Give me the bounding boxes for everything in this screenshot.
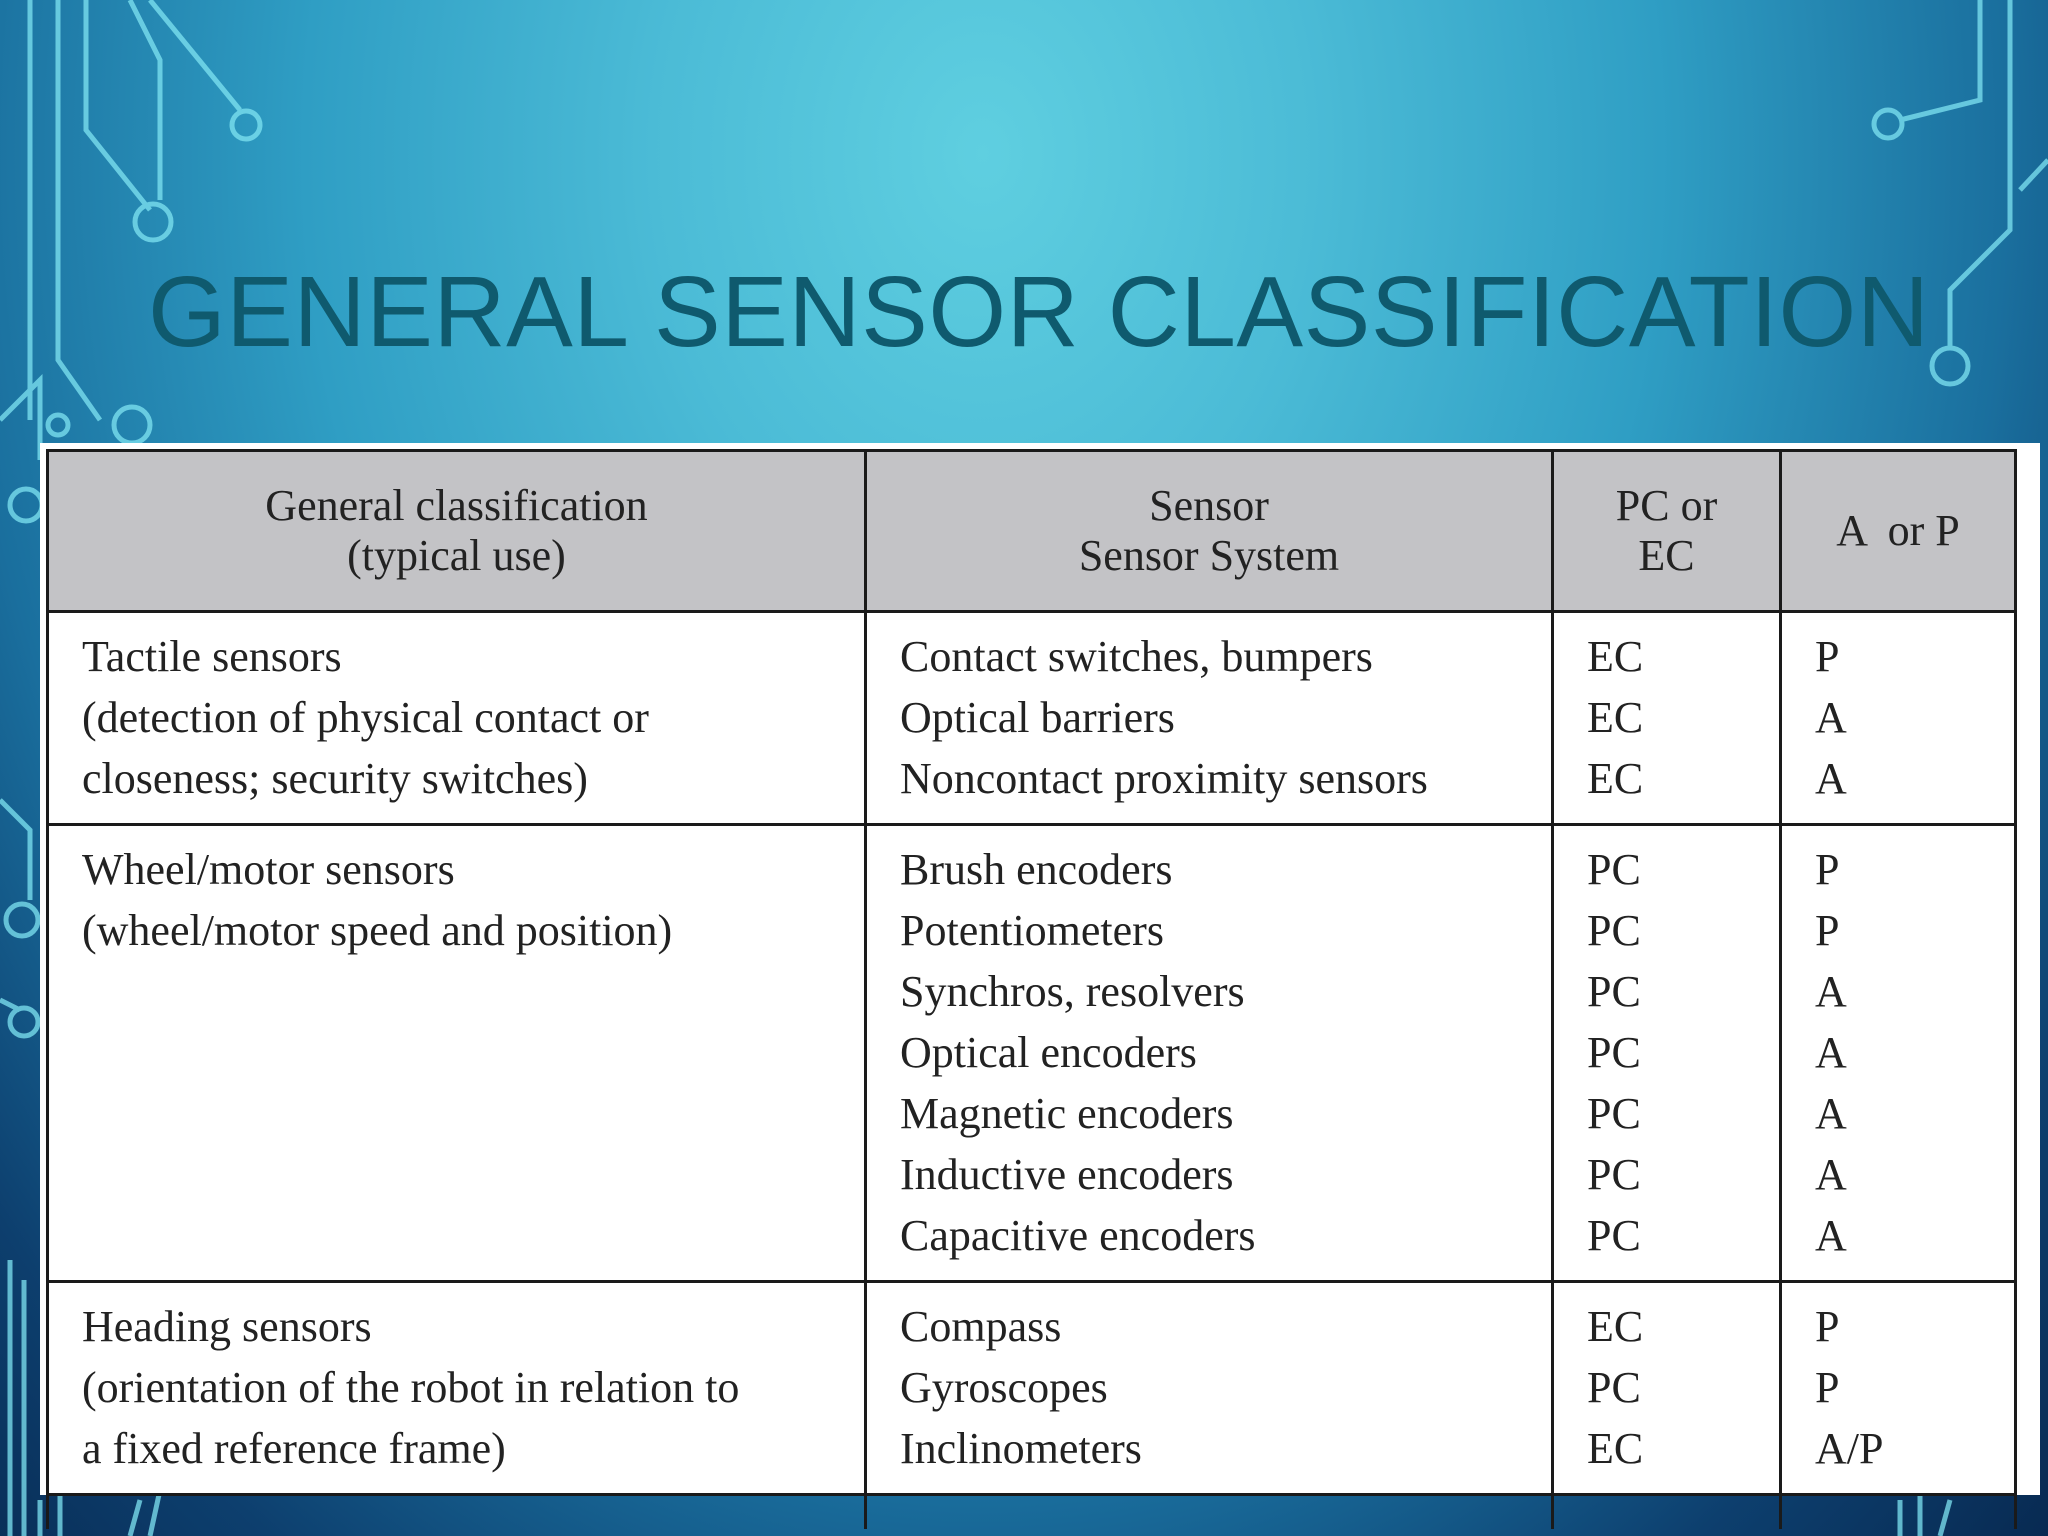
a-p-cell: P P A A A A A bbox=[1781, 825, 2016, 1282]
sensor-classification-table bbox=[46, 449, 2017, 1529]
pc-ec-cell: EC EC EC bbox=[1553, 612, 1781, 825]
classification-cell: Heading sensors (orientation of the robot in relation to a fixed reference frame) bbox=[48, 1282, 866, 1495]
classification-cell: Tactile sensors (detection of physical contact or closeness; security switches) bbox=[48, 612, 866, 825]
header-sensor-system: Sensor Sensor System bbox=[866, 451, 1553, 612]
sensor-classification-table-frame bbox=[40, 443, 2040, 1495]
sensor-cell: Compass Gyroscopes Inclinometers bbox=[866, 1282, 1553, 1495]
pc-ec-cell: EC PC EC bbox=[1553, 1282, 1781, 1495]
table-row bbox=[48, 825, 2016, 1282]
header-pc-or-ec: PC or EC bbox=[1553, 451, 1781, 612]
sensor-cell: Brush encoders Potentiometers Synchros, resolvers Optical encoders Magnetic encoders Inductive encoders Capacitive encoders bbox=[866, 825, 1553, 1282]
header-row bbox=[48, 451, 2016, 612]
header-a-or-p: A or P bbox=[1781, 451, 2016, 612]
pc-ec-cell: PC PC PC PC PC PC PC bbox=[1553, 825, 1781, 1282]
table-row bbox=[48, 1282, 2016, 1495]
classification-cell: Wheel/motor sensors (wheel/motor speed and position) bbox=[48, 825, 866, 1282]
sensor-cell: Contact switches, bumpers Optical barriers Noncontact proximity sensors bbox=[866, 612, 1553, 825]
a-p-cell: P A A bbox=[1781, 612, 2016, 825]
table-row bbox=[48, 612, 2016, 825]
table-row-cutoff bbox=[48, 1495, 2016, 1530]
slide-title: GENERAL SENSOR CLASSIFICATION bbox=[148, 256, 1930, 368]
header-general-classification: General classification (typical use) bbox=[48, 451, 866, 612]
a-p-cell: P P A/P bbox=[1781, 1282, 2016, 1495]
